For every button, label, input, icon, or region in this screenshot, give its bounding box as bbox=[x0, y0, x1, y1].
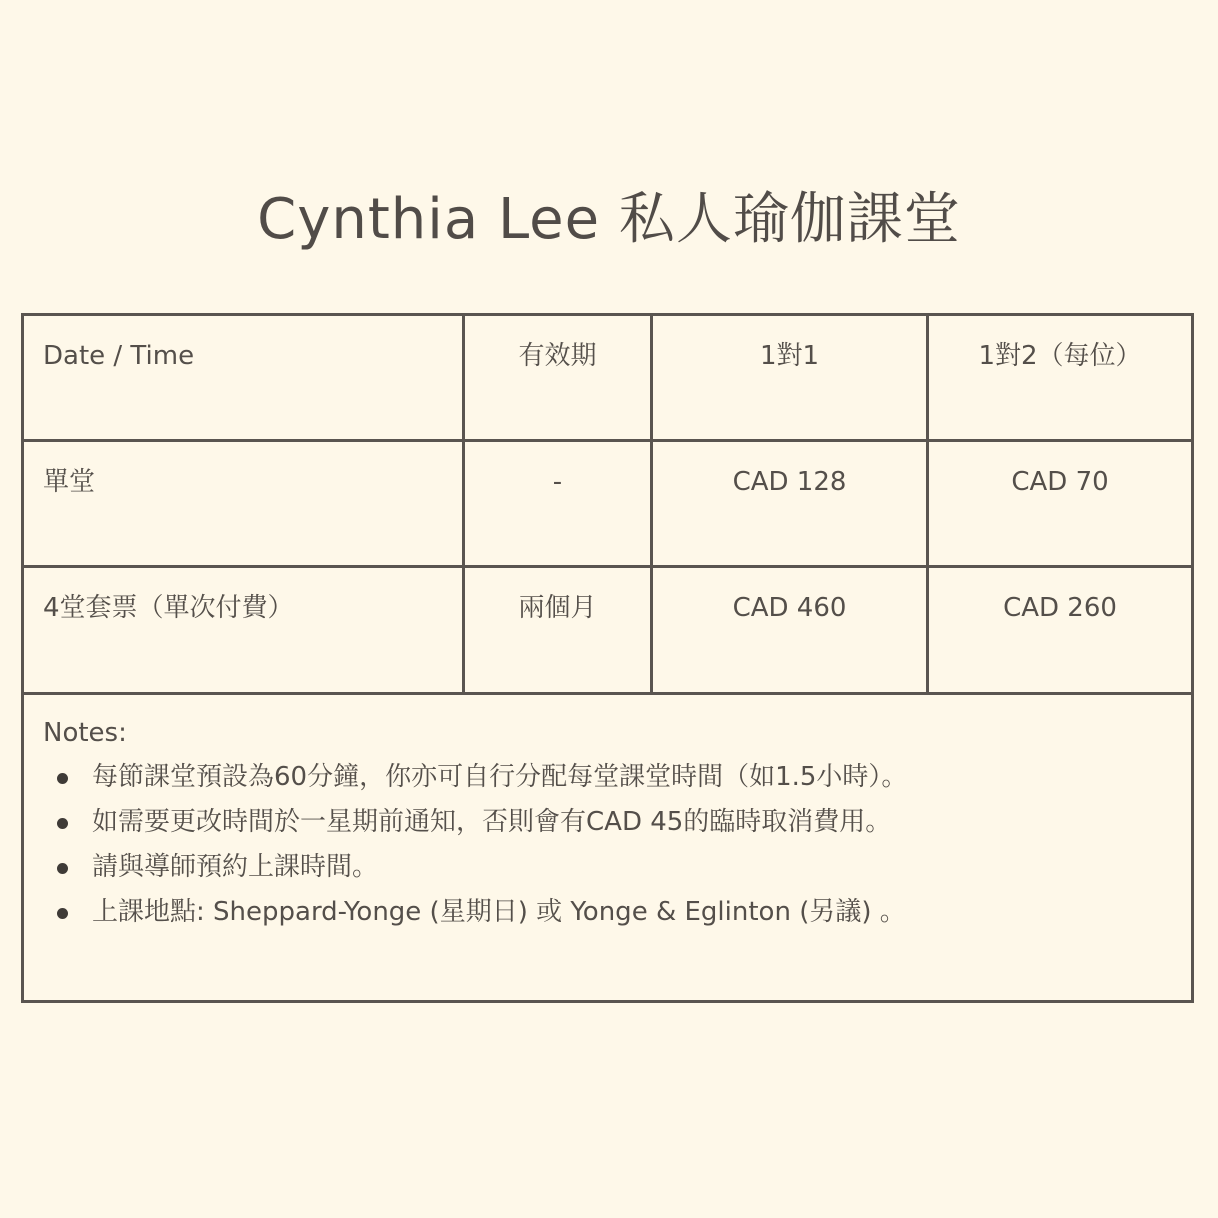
price-table bbox=[21, 313, 1194, 1003]
row-validity: - bbox=[465, 442, 653, 565]
list-item: 每節課堂預設為60分鐘，你亦可自行分配每堂課堂時間（如1.5小時）。 bbox=[43, 755, 1172, 800]
list-item: 上課地點: Sheppard-Yonge (星期日) 或 Yonge & Eglinton (另議) 。 bbox=[43, 890, 1172, 935]
row-price-one-on-one: CAD 460 bbox=[653, 568, 929, 692]
header-date-time: Date / Time bbox=[24, 316, 465, 439]
header-one-on-one: 1對1 bbox=[653, 316, 929, 439]
header-validity: 有效期 bbox=[465, 316, 653, 439]
row-price-one-on-one: CAD 128 bbox=[653, 442, 929, 565]
list-item: 請與導師預約上課時間。 bbox=[43, 845, 1172, 890]
page-title: Cynthia Lee 私人瑜伽課堂 bbox=[257, 187, 961, 252]
notes-title: Notes: bbox=[43, 718, 127, 748]
row-price-one-on-two: CAD 70 bbox=[1011, 467, 1109, 497]
row-validity: 兩個月 bbox=[465, 568, 653, 692]
list-item: 如需要更改時間於一星期前通知，否則會有CAD 45的臨時取消費用。 bbox=[43, 800, 1172, 845]
notes-section bbox=[24, 695, 1191, 1000]
row-label: 4堂套票（單次付費） bbox=[24, 568, 465, 692]
table-header-row bbox=[24, 316, 1191, 442]
notes-list bbox=[43, 755, 1172, 935]
header-one-on-two: 1對2（每位） bbox=[978, 341, 1142, 371]
row-label: 單堂 bbox=[24, 442, 465, 565]
table-row bbox=[24, 442, 1191, 568]
table-row bbox=[24, 568, 1191, 695]
row-price-one-on-two: CAD 260 bbox=[1003, 593, 1117, 623]
